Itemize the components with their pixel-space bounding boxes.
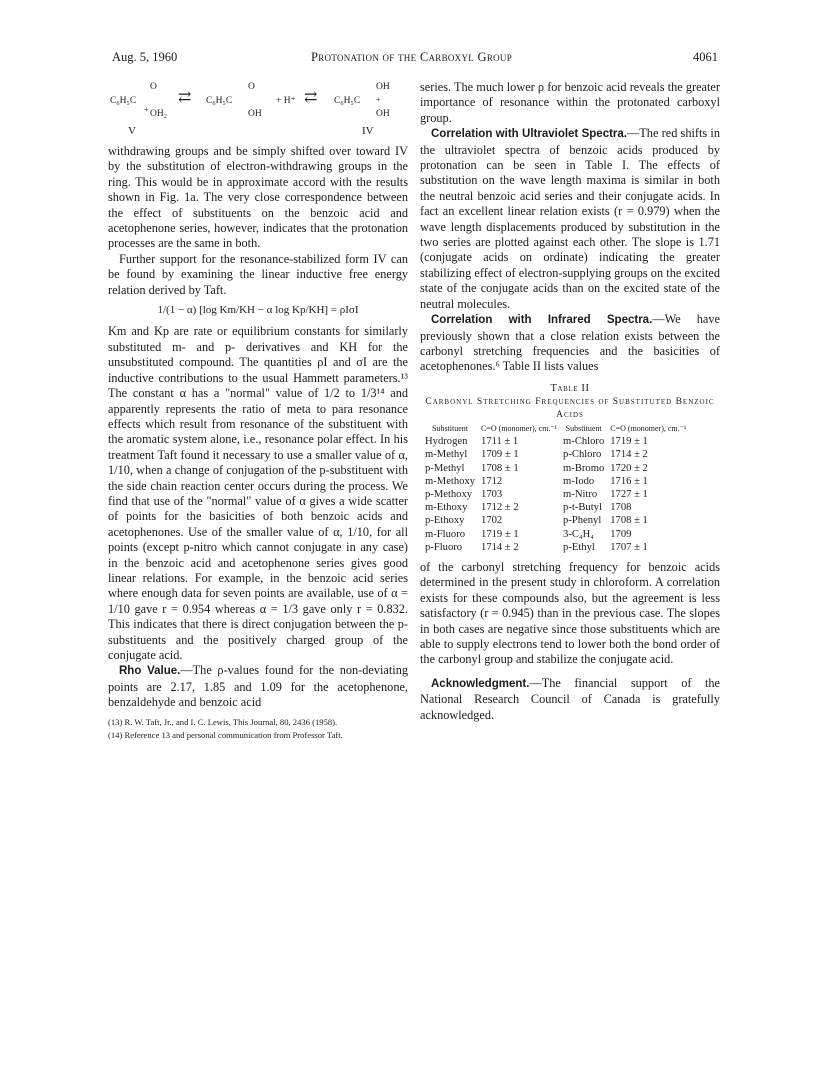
table-cell: p-Phenyl bbox=[563, 515, 602, 527]
frequency-table bbox=[422, 424, 689, 554]
footnotes bbox=[108, 717, 408, 741]
scheme-v-formula: C₆H₅C bbox=[110, 96, 137, 106]
column-header: C=O (monomer), cm.⁻¹ bbox=[481, 424, 558, 434]
table-cell: 1720 ± 2 bbox=[610, 462, 648, 474]
page-number: 4061 bbox=[693, 50, 718, 64]
scheme-mid-formula: C₆H₅C bbox=[206, 96, 233, 106]
paragraph-text: —The red shifts in the ultraviolet spectra of benzoic acids produced by protonation can be seen in Table I. The effects of substitution on the wave length maxima is similar in both the neutral benzoic acid series and their conjugate acids. In fact an excellent linear relation exists (r = 0.979) when the wave length displacements produced by substitution in the two series are plotted against each other. The slope is 1.71 (conjugate acids on ordinate) indicating the greater stabilizing effect of electron-supplying groups on the excited state of the conjugate acids than on the excited state of the neutral molecules. bbox=[420, 126, 720, 311]
table-cell: 1708 ± 1 bbox=[610, 515, 648, 527]
ir-paragraph bbox=[420, 312, 720, 375]
paragraph: Further support for the resonance-stabilized form IV can be found by examining the linear inductive free energy relation derived by Taft. bbox=[108, 251, 408, 297]
table-cell: m-Bromo bbox=[563, 462, 605, 474]
table-caption: Table II bbox=[550, 382, 590, 394]
column-header: Substituent bbox=[565, 424, 602, 434]
paragraph-text: —We have previously shown that a close relation exists between the carbonyl stretching frequencies and the basicities of acetophenones.⁶ Table II lists values bbox=[420, 312, 720, 374]
section-heading: Correlation with Ultraviolet Spectra. bbox=[431, 128, 627, 141]
table-cell: m-Fluoro bbox=[425, 528, 466, 540]
scheme-v-plus: + bbox=[144, 105, 149, 114]
paragraph: of the carbonyl stretching frequency for benzoic acids determined in the present study in chloroform. A correlation exists for these compounds also, but the agreement is less satisfactory (r = 0.945) than in the previous case. The slopes in both cases are negative since those substituents which are able to supply electrons tend to lower both the bond order of the carbonyl group and stabilize the conjugate acid. bbox=[420, 559, 720, 667]
table-cell: p-Ethyl bbox=[563, 541, 595, 553]
table-cell: p-Chloro bbox=[563, 449, 602, 461]
table-cell: 1708 ± 1 bbox=[481, 462, 519, 474]
table-cell: 1712 bbox=[481, 475, 503, 487]
reaction-scheme bbox=[108, 80, 408, 144]
table-row bbox=[422, 435, 689, 448]
table-cell: 1727 ± 1 bbox=[610, 488, 648, 500]
running-title: Protonation of the Carboxyl Group bbox=[310, 50, 513, 64]
scheme-iv-plus: + bbox=[376, 95, 381, 104]
paragraph-text: —The ρ-values found for the non-deviating points are 2.17, 1.85 and 1.09 for the acetophenone, benzaldehyde and benzoic acid bbox=[108, 663, 409, 710]
equilibrium-arrow-1: ⇄ bbox=[178, 89, 192, 106]
scheme-iv-oh-top: OH bbox=[376, 82, 390, 92]
table-cell: p-t-Butyl bbox=[563, 502, 602, 514]
section-heading: Acknowledgment. bbox=[431, 677, 530, 690]
paragraph-text: —The financial support of the National Research Council of Canada is gratefully acknowledged. bbox=[420, 675, 720, 722]
scheme-v-label: V bbox=[128, 125, 136, 137]
right-column bbox=[420, 80, 720, 723]
table-cell: Hydrogen bbox=[425, 436, 468, 448]
table-cell: 1709 ± 1 bbox=[481, 449, 519, 461]
table-cell: m-Chloro bbox=[563, 436, 605, 448]
section-heading: Rho Value. bbox=[119, 665, 181, 678]
table-row bbox=[422, 448, 689, 461]
footnote: (13) R. W. Taft, Jr., and I. C. Lewis, This Journal, 80, 2436 (1958). bbox=[108, 716, 338, 727]
paragraph: series. The much lower ρ for benzoic acid reveals the greater importance of resonance within the protonated carboxyl group. bbox=[420, 80, 720, 125]
table-cell: 1714 ± 2 bbox=[610, 449, 648, 461]
column-header: Substituent bbox=[432, 424, 469, 434]
table-title: Carbonyl Stretching Frequencies of Substituted Benzoic Acids bbox=[425, 397, 715, 421]
table-cell: 3-C₄H₄ bbox=[563, 528, 594, 540]
table-cell: 1714 ± 2 bbox=[481, 541, 519, 553]
table-cell: 1707 ± 1 bbox=[610, 541, 648, 553]
acknowledgment-paragraph bbox=[420, 676, 720, 723]
taft-equation: 1/(1 − α) [log Km/KH − α log Kp/KH] = ρIσI bbox=[157, 304, 359, 317]
scheme-mid-o: O bbox=[248, 82, 255, 92]
scheme-iv-formula: C₆H₅C bbox=[334, 96, 361, 106]
table-cell: 1711 ± 1 bbox=[481, 436, 519, 448]
scheme-plus-h: + H⁺ bbox=[276, 96, 296, 106]
table-cell: p-Ethoxy bbox=[425, 515, 465, 527]
footnote: (14) Reference 13 and personal communication from Professor Taft. bbox=[108, 729, 343, 740]
table-cell: 1709 bbox=[610, 528, 632, 540]
table-header-row bbox=[422, 424, 689, 435]
table-cell: m-Iodo bbox=[563, 475, 595, 487]
scheme-iv-oh-bot: OH bbox=[376, 109, 390, 119]
table-row bbox=[422, 541, 689, 554]
rho-value-paragraph bbox=[108, 663, 408, 710]
equilibrium-arrow-2: ⇄ bbox=[304, 89, 318, 106]
table-row bbox=[422, 475, 689, 488]
page-date: Aug. 5, 1960 bbox=[112, 50, 178, 64]
table-cell: 1712 ± 2 bbox=[481, 502, 519, 514]
column-header: C=O (monomer), cm.⁻¹ bbox=[610, 424, 687, 434]
scheme-v-oh2: OH₂ bbox=[150, 109, 168, 119]
table-cell: p-Methyl bbox=[425, 462, 465, 474]
table-cell: 1708 bbox=[610, 502, 632, 514]
left-column bbox=[108, 80, 408, 743]
table-row bbox=[422, 514, 689, 527]
scheme-iv-label: IV bbox=[362, 125, 374, 137]
table-row bbox=[422, 528, 689, 541]
scheme-v-o: O bbox=[150, 82, 157, 92]
paragraph: withdrawing groups and be simply shifted over toward IV by the substitution of electron-withdrawing groups in the ring. This would be in approximate accord with the results shown in Fig. 1a. The very close correspondence between the effect of substituents on the benzoic acid and acetophenone series, however, indicates that the protonation processes are the same in both. bbox=[108, 144, 408, 251]
table-cell: 1703 bbox=[481, 488, 503, 500]
table-row bbox=[422, 462, 689, 475]
table-cell: m-Nitro bbox=[563, 488, 598, 500]
scheme-mid-oh: OH bbox=[248, 109, 262, 119]
section-heading: Correlation with Infrared Spectra. bbox=[431, 314, 653, 327]
table-cell: 1702 bbox=[481, 515, 503, 527]
table-cell: m-Ethoxy bbox=[425, 502, 468, 514]
table-cell: p-Fluoro bbox=[425, 541, 463, 553]
table-cell: 1719 ± 1 bbox=[481, 528, 519, 540]
table-cell: m-Methoxy bbox=[425, 475, 476, 487]
table-cell: 1719 ± 1 bbox=[610, 436, 648, 448]
uv-paragraph bbox=[420, 126, 720, 312]
table-row bbox=[422, 501, 689, 514]
table-cell: m-Methyl bbox=[425, 449, 468, 461]
table-cell: 1716 ± 1 bbox=[610, 475, 648, 487]
table-row bbox=[422, 488, 689, 501]
table-cell: p-Methoxy bbox=[425, 488, 473, 500]
paragraph: Km and Kp are rate or equilibrium constants for similarly substituted m- and p- derivatives and KH for the unsubstituted compound. The quantities ρI and σI are the inductive contributions to the usual Hammett parameters.¹³ The constant α has a "normal" value of 1/2 to 1/3¹⁴ and apparently represents the ratio of meta to para resonance effects which result from resonance of the substituent with the aromatic system alone, i.e., resonance polar effect. In his treatment Taft found it necessary to use a smaller value of α, 1/10, when a change of conjugation of the p-substituent with the side chain reaction center occurs during the process. We find that use of the "normal" value of α gives a wide scatter of points for the basicities of both benzoic acids and acetophenones. Use of the smaller value of α, 1/10, for all points (except p-nitro which cannot conjugate in any case) in the benzoic acid and acetophenone series gives good linear relations. For example, in the benzoic acid series where enough data for seven points are available, use of α = 1/10 gave r = 0.954 whereas α = 1/3 gave only r = 0.832. This indicates that there is direct conjugation between the p- substituents and the positively charged group of the conjugate acid. bbox=[108, 324, 408, 662]
